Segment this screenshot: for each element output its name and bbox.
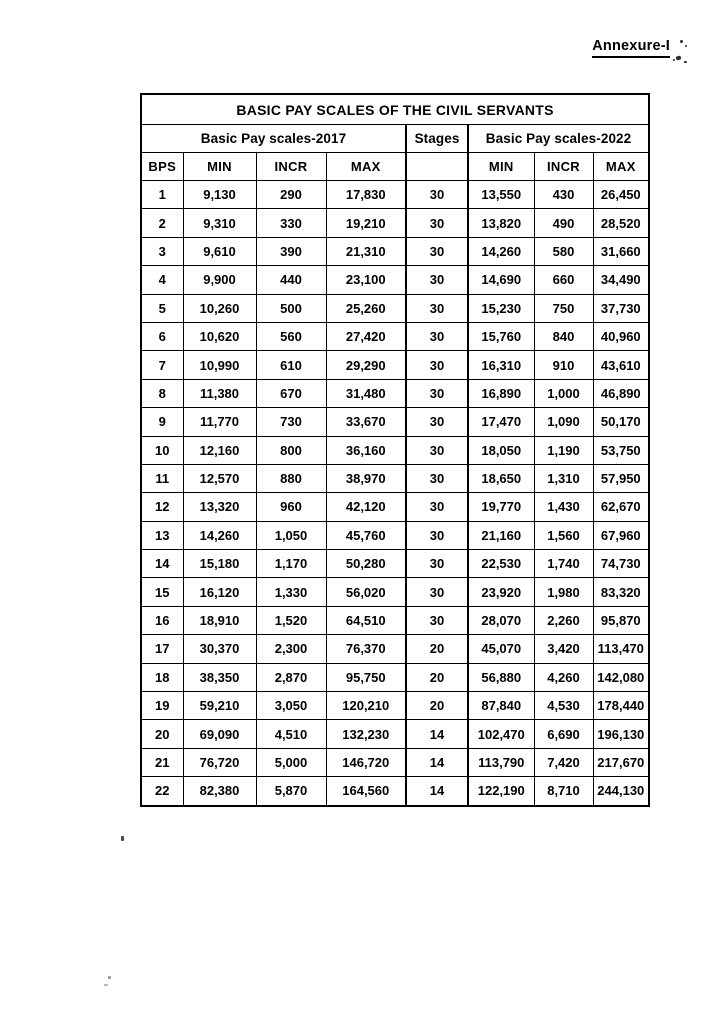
cell-incr-2017: 5,000 — [256, 748, 326, 776]
cell-min-2017: 13,320 — [183, 493, 256, 521]
cell-stages: 20 — [406, 663, 468, 691]
cell-incr-2017: 4,510 — [256, 720, 326, 748]
cell-incr-2017: 500 — [256, 294, 326, 322]
cell-min-2022: 14,260 — [468, 237, 534, 265]
cell-min-2022: 45,070 — [468, 635, 534, 663]
cell-incr-2017: 800 — [256, 436, 326, 464]
cell-min-2017: 11,770 — [183, 408, 256, 436]
cell-max-2017: 21,310 — [326, 237, 406, 265]
table-row — [141, 436, 649, 464]
cell-min-2022: 19,770 — [468, 493, 534, 521]
cell-min-2017: 38,350 — [183, 663, 256, 691]
cell-incr-2022: 1,310 — [534, 464, 593, 492]
cell-stages: 30 — [406, 181, 468, 209]
cell-incr-2017: 5,870 — [256, 777, 326, 806]
cell-bps: 9 — [141, 408, 183, 436]
scan-speck — [104, 984, 108, 986]
cell-min-2017: 12,160 — [183, 436, 256, 464]
cell-bps: 14 — [141, 550, 183, 578]
cell-min-2022: 13,550 — [468, 181, 534, 209]
cell-max-2017: 17,830 — [326, 181, 406, 209]
cell-incr-2022: 660 — [534, 266, 593, 294]
cell-incr-2017: 560 — [256, 322, 326, 350]
cell-bps: 7 — [141, 351, 183, 379]
cell-max-2017: 29,290 — [326, 351, 406, 379]
cell-stages: 30 — [406, 550, 468, 578]
table-title: BASIC PAY SCALES OF THE CIVIL SERVANTS — [141, 94, 649, 125]
cell-stages: 30 — [406, 408, 468, 436]
cell-min-2017: 9,130 — [183, 181, 256, 209]
cell-incr-2022: 1,740 — [534, 550, 593, 578]
cell-min-2017: 9,610 — [183, 237, 256, 265]
cell-bps: 22 — [141, 777, 183, 806]
column-header-incr-2022: INCR — [534, 153, 593, 181]
cell-incr-2017: 290 — [256, 181, 326, 209]
table-row — [141, 351, 649, 379]
column-header-stages — [406, 153, 468, 181]
table-row — [141, 578, 649, 606]
cell-incr-2022: 1,190 — [534, 436, 593, 464]
cell-min-2022: 18,050 — [468, 436, 534, 464]
cell-incr-2017: 880 — [256, 464, 326, 492]
cell-incr-2017: 330 — [256, 209, 326, 237]
cell-incr-2022: 2,260 — [534, 606, 593, 634]
cell-max-2017: 31,480 — [326, 379, 406, 407]
cell-min-2017: 59,210 — [183, 692, 256, 720]
cell-max-2022: 26,450 — [593, 181, 649, 209]
cell-max-2022: 178,440 — [593, 692, 649, 720]
cell-incr-2017: 1,170 — [256, 550, 326, 578]
cell-max-2017: 64,510 — [326, 606, 406, 634]
cell-stages: 30 — [406, 237, 468, 265]
cell-incr-2017: 440 — [256, 266, 326, 294]
cell-stages: 14 — [406, 720, 468, 748]
column-header-bps: BPS — [141, 153, 183, 181]
cell-min-2022: 22,530 — [468, 550, 534, 578]
table-row — [141, 209, 649, 237]
cell-min-2017: 9,900 — [183, 266, 256, 294]
cell-min-2022: 102,470 — [468, 720, 534, 748]
cell-min-2022: 18,650 — [468, 464, 534, 492]
cell-stages: 30 — [406, 464, 468, 492]
table-body — [141, 181, 649, 806]
column-header-incr-2017: INCR — [256, 153, 326, 181]
cell-stages: 30 — [406, 521, 468, 549]
cell-bps: 2 — [141, 209, 183, 237]
cell-incr-2017: 1,330 — [256, 578, 326, 606]
cell-bps: 16 — [141, 606, 183, 634]
column-header-max-2017: MAX — [326, 153, 406, 181]
table-row — [141, 408, 649, 436]
pay-scales-table-container — [140, 93, 648, 807]
cell-incr-2022: 840 — [534, 322, 593, 350]
cell-incr-2017: 390 — [256, 237, 326, 265]
scan-speck — [121, 836, 124, 841]
scan-speck — [108, 976, 111, 979]
cell-max-2017: 56,020 — [326, 578, 406, 606]
table-row — [141, 663, 649, 691]
table-row — [141, 266, 649, 294]
cell-stages: 14 — [406, 748, 468, 776]
cell-incr-2022: 1,430 — [534, 493, 593, 521]
table-row — [141, 464, 649, 492]
cell-min-2022: 122,190 — [468, 777, 534, 806]
table-header — [141, 94, 649, 181]
cell-max-2022: 28,520 — [593, 209, 649, 237]
cell-stages: 20 — [406, 692, 468, 720]
cell-min-2017: 10,620 — [183, 322, 256, 350]
cell-max-2022: 83,320 — [593, 578, 649, 606]
scan-speck — [676, 55, 682, 60]
cell-min-2017: 9,310 — [183, 209, 256, 237]
cell-stages: 30 — [406, 436, 468, 464]
cell-incr-2017: 2,300 — [256, 635, 326, 663]
cell-min-2022: 87,840 — [468, 692, 534, 720]
cell-stages: 30 — [406, 209, 468, 237]
cell-min-2017: 14,260 — [183, 521, 256, 549]
column-header-min-2022: MIN — [468, 153, 534, 181]
cell-max-2022: 53,750 — [593, 436, 649, 464]
cell-max-2022: 74,730 — [593, 550, 649, 578]
cell-bps: 12 — [141, 493, 183, 521]
cell-bps: 13 — [141, 521, 183, 549]
cell-max-2017: 120,210 — [326, 692, 406, 720]
cell-stages: 30 — [406, 578, 468, 606]
cell-max-2017: 76,370 — [326, 635, 406, 663]
table-row — [141, 720, 649, 748]
cell-min-2022: 21,160 — [468, 521, 534, 549]
table-row — [141, 635, 649, 663]
cell-incr-2022: 430 — [534, 181, 593, 209]
cell-bps: 21 — [141, 748, 183, 776]
cell-max-2017: 95,750 — [326, 663, 406, 691]
scan-speck — [673, 59, 675, 61]
cell-max-2017: 33,670 — [326, 408, 406, 436]
cell-min-2022: 56,880 — [468, 663, 534, 691]
cell-max-2022: 67,960 — [593, 521, 649, 549]
cell-max-2022: 95,870 — [593, 606, 649, 634]
table-row — [141, 748, 649, 776]
cell-incr-2022: 1,980 — [534, 578, 593, 606]
cell-max-2017: 25,260 — [326, 294, 406, 322]
table-column-row — [141, 153, 649, 181]
cell-bps: 19 — [141, 692, 183, 720]
scan-speck — [684, 61, 687, 63]
table-row — [141, 379, 649, 407]
cell-bps: 15 — [141, 578, 183, 606]
cell-incr-2017: 1,050 — [256, 521, 326, 549]
cell-min-2022: 13,820 — [468, 209, 534, 237]
table-row — [141, 550, 649, 578]
cell-min-2017: 10,990 — [183, 351, 256, 379]
cell-stages: 14 — [406, 777, 468, 806]
table-group-row — [141, 125, 649, 153]
group-header-2022: Basic Pay scales-2022 — [468, 125, 649, 153]
cell-min-2022: 113,790 — [468, 748, 534, 776]
cell-min-2017: 30,370 — [183, 635, 256, 663]
cell-bps: 6 — [141, 322, 183, 350]
cell-stages: 30 — [406, 322, 468, 350]
cell-min-2022: 15,230 — [468, 294, 534, 322]
pay-scales-table — [140, 93, 650, 807]
cell-bps: 17 — [141, 635, 183, 663]
cell-max-2022: 142,080 — [593, 663, 649, 691]
table-row — [141, 692, 649, 720]
table-row — [141, 294, 649, 322]
cell-incr-2022: 4,530 — [534, 692, 593, 720]
cell-incr-2017: 730 — [256, 408, 326, 436]
cell-bps: 18 — [141, 663, 183, 691]
cell-stages: 30 — [406, 294, 468, 322]
cell-max-2022: 31,660 — [593, 237, 649, 265]
cell-stages: 30 — [406, 351, 468, 379]
table-row — [141, 521, 649, 549]
cell-max-2022: 113,470 — [593, 635, 649, 663]
cell-min-2022: 14,690 — [468, 266, 534, 294]
table-row — [141, 493, 649, 521]
cell-max-2017: 132,230 — [326, 720, 406, 748]
cell-max-2022: 50,170 — [593, 408, 649, 436]
cell-min-2017: 10,260 — [183, 294, 256, 322]
cell-incr-2022: 1,000 — [534, 379, 593, 407]
cell-incr-2022: 1,560 — [534, 521, 593, 549]
cell-stages: 30 — [406, 266, 468, 294]
cell-stages: 20 — [406, 635, 468, 663]
cell-incr-2022: 580 — [534, 237, 593, 265]
cell-max-2022: 244,130 — [593, 777, 649, 806]
cell-max-2017: 27,420 — [326, 322, 406, 350]
annexure-label: Annexure-I — [592, 38, 670, 58]
cell-incr-2017: 670 — [256, 379, 326, 407]
cell-incr-2017: 2,870 — [256, 663, 326, 691]
cell-min-2022: 16,890 — [468, 379, 534, 407]
cell-incr-2022: 910 — [534, 351, 593, 379]
table-row — [141, 181, 649, 209]
cell-min-2022: 23,920 — [468, 578, 534, 606]
cell-min-2017: 15,180 — [183, 550, 256, 578]
cell-bps: 3 — [141, 237, 183, 265]
cell-bps: 20 — [141, 720, 183, 748]
cell-min-2022: 16,310 — [468, 351, 534, 379]
column-header-min-2017: MIN — [183, 153, 256, 181]
cell-min-2017: 76,720 — [183, 748, 256, 776]
scan-speck — [685, 45, 687, 47]
cell-max-2022: 37,730 — [593, 294, 649, 322]
cell-incr-2022: 8,710 — [534, 777, 593, 806]
cell-min-2022: 28,070 — [468, 606, 534, 634]
cell-max-2022: 43,610 — [593, 351, 649, 379]
table-title-row — [141, 94, 649, 125]
cell-max-2017: 19,210 — [326, 209, 406, 237]
cell-max-2022: 217,670 — [593, 748, 649, 776]
cell-bps: 11 — [141, 464, 183, 492]
cell-max-2017: 36,160 — [326, 436, 406, 464]
cell-incr-2022: 490 — [534, 209, 593, 237]
group-header-stages: Stages — [406, 125, 468, 153]
column-header-max-2022: MAX — [593, 153, 649, 181]
scan-speck — [680, 40, 683, 43]
cell-min-2017: 69,090 — [183, 720, 256, 748]
cell-min-2017: 12,570 — [183, 464, 256, 492]
cell-max-2017: 38,970 — [326, 464, 406, 492]
table-row — [141, 237, 649, 265]
cell-min-2017: 18,910 — [183, 606, 256, 634]
cell-incr-2017: 1,520 — [256, 606, 326, 634]
cell-incr-2022: 3,420 — [534, 635, 593, 663]
cell-max-2022: 46,890 — [593, 379, 649, 407]
cell-bps: 4 — [141, 266, 183, 294]
cell-incr-2022: 4,260 — [534, 663, 593, 691]
cell-max-2022: 34,490 — [593, 266, 649, 294]
cell-incr-2017: 960 — [256, 493, 326, 521]
cell-min-2017: 82,380 — [183, 777, 256, 806]
cell-incr-2017: 3,050 — [256, 692, 326, 720]
group-header-2017: Basic Pay scales-2017 — [141, 125, 406, 153]
cell-max-2022: 40,960 — [593, 322, 649, 350]
cell-min-2022: 17,470 — [468, 408, 534, 436]
cell-incr-2022: 6,690 — [534, 720, 593, 748]
cell-max-2017: 146,720 — [326, 748, 406, 776]
cell-max-2022: 196,130 — [593, 720, 649, 748]
table-row — [141, 777, 649, 806]
cell-stages: 30 — [406, 493, 468, 521]
cell-incr-2022: 750 — [534, 294, 593, 322]
cell-max-2022: 62,670 — [593, 493, 649, 521]
cell-max-2017: 164,560 — [326, 777, 406, 806]
cell-min-2022: 15,760 — [468, 322, 534, 350]
cell-max-2017: 50,280 — [326, 550, 406, 578]
cell-max-2022: 57,950 — [593, 464, 649, 492]
cell-max-2017: 23,100 — [326, 266, 406, 294]
cell-max-2017: 45,760 — [326, 521, 406, 549]
cell-stages: 30 — [406, 379, 468, 407]
cell-incr-2022: 1,090 — [534, 408, 593, 436]
cell-min-2017: 11,380 — [183, 379, 256, 407]
cell-incr-2017: 610 — [256, 351, 326, 379]
table-row — [141, 322, 649, 350]
cell-bps: 8 — [141, 379, 183, 407]
cell-incr-2022: 7,420 — [534, 748, 593, 776]
cell-bps: 1 — [141, 181, 183, 209]
cell-bps: 10 — [141, 436, 183, 464]
cell-max-2017: 42,120 — [326, 493, 406, 521]
cell-min-2017: 16,120 — [183, 578, 256, 606]
cell-stages: 30 — [406, 606, 468, 634]
cell-bps: 5 — [141, 294, 183, 322]
table-row — [141, 606, 649, 634]
